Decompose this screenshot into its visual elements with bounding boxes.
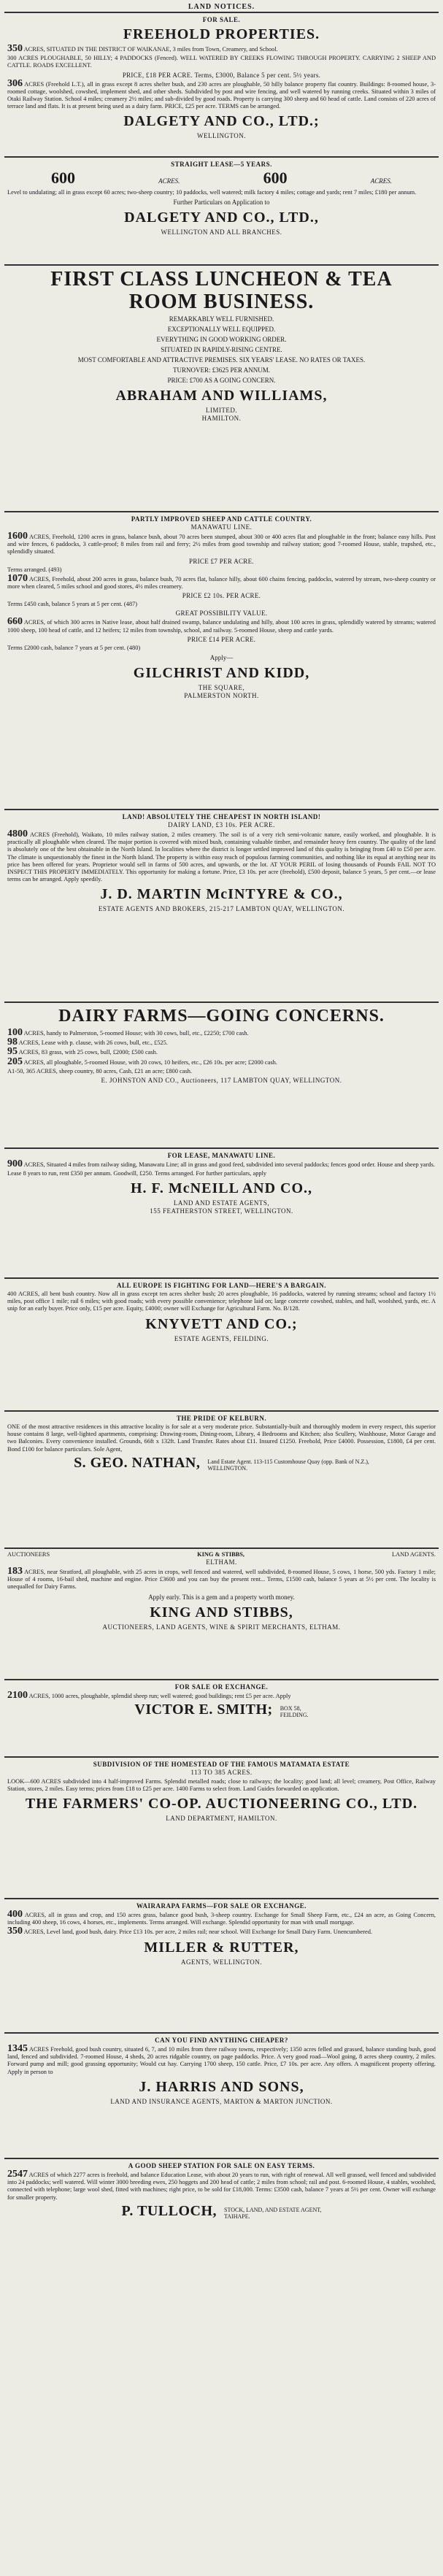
ad-paragraph: Further Particulars on Application to [173, 199, 270, 207]
ad-line: MOST COMFORTABLE AND ATTRACTIVE PREMISES. SIX YEARS' LEASE. NO RATES OR TAXES. [77, 356, 366, 364]
ad-paragraph: Level to undulating; all in grass except 60 acres; two-sheep country; 10 paddocks, well watered; milk factory 4 miles; cottage and yards; rent 7 miles; £180 per annum. [7, 189, 417, 196]
ad-paragraph: 100 ACRES, handy to Palmerston, 5-roomed House; with 30 cows, bull, etc., £2250; £700 cash. [7, 1027, 249, 1038]
ad-cheapest-land [4, 809, 439, 1001]
ad-paragraph: Lease 8 years to run, rent £350 per annum. Goodwill, £250. Terms arranged. For further particulars, apply [7, 1170, 267, 1177]
ad-caption: SUBDIVISION OF THE HOMESTEAD OF THE FAMOUS MATAMATA ESTATE [93, 1761, 350, 1768]
ad-caption: CAN YOU FIND ANYTHING CHEAPER? [155, 2037, 288, 2044]
ad-line: SITUATED IN RAPIDLY-RISING CENTRE. [161, 346, 282, 353]
agent-name: H. F. McNEILL AND CO., [130, 1180, 313, 1197]
ad-price: GREAT POSSIBILITY VALUE. [175, 610, 268, 618]
ad-caption: ALL EUROPE IS FIGHTING FOR LAND—HERE'S A BARGAIN. [116, 1282, 327, 1289]
ad-paragraph: 1345 ACRES Freehold, good bush country, situated 6, 7, and 10 miles from three railway towns, respectively; 1350 acres felled and grassed, balance standing bush, good land, fenced and subdivided. 7-roomed House, 4 sheds, 20 acres ridgable country, on page paddocks. Price. A very good road—Wool going, 8 acres sheep country, 2 miles. Forward pump and mill; good grassing opportunity; Would cut hay. Carrying 1700 sheep, 150 cattle. Price, £7 10s. per acre. Any offers. A magnificent property offering. Apply in person to [7, 2043, 436, 2075]
ad-paragraph: 98 ACRES, Lease with p. clause, with 26 cows, bull, etc., £525. [7, 1037, 168, 1048]
agent-name: KING AND STIBBS, [150, 1604, 293, 1620]
agent-sub: AUCTIONEERS, LAND AGENTS, WINE & SPIRIT MERCHANTS, ELTHAM. [102, 1623, 341, 1631]
ad-dairy-farms [4, 1001, 439, 1147]
ad-apply: Apply early. This is a gem and a property worth money. [148, 1593, 295, 1601]
ad-title: ROOM BUSINESS. [128, 291, 315, 313]
agent-aside: BOX 58, FEILDING. [280, 1705, 309, 1719]
ad-title: FIRST CLASS LUNCHEON & TEA [50, 268, 393, 291]
ad-caption: STRAIGHT LEASE—5 YEARS. [171, 161, 272, 168]
agent-sub: LAND AND INSURANCE AGENTS, MARTON & MARTON JUNCTION. [110, 2097, 333, 2105]
agent-name: MILLER & RUTTER, [144, 1939, 299, 1956]
ad-paragraph: 350 ACRES, SITUATED IN THE DISTRICT OF WAIKANAE, 3 miles from Town, Creamery, and School. [7, 43, 278, 54]
agent-name: ABRAHAM AND WILLIAMS, [115, 388, 328, 404]
agent-name: S. GEO. NATHAN, [74, 1454, 201, 1471]
ad-line: EVERYTHING IN GOOD WORKING ORDER. [156, 336, 287, 343]
agent-place: 155 FEATHERSTON STREET, WELLINGTON. [150, 1207, 293, 1215]
ad-caption: FOR SALE OR EXCHANGE. [174, 1683, 269, 1691]
ad-paragraph: 900 ACRES, Situated 4 miles from railway siding, Manawatu Line; all in grass and good feed, subdivided into several paddocks; fences good order. House and sheep yards. [7, 1158, 435, 1169]
ad-lease-manawatu [4, 1147, 439, 1277]
agent-place: WELLINGTON AND ALL BRANCHES. [161, 228, 282, 237]
ad-paragraph: LOOK—600 ACRES subdivided into 4 half-improved Farms. Splendid metalled roads; close to railways; the locality; good land; all level; creamery, Post Office, Railway Station, stores, 2 miles. Easy terms; prices from £18 to £25 per acre. 1400 Farms to select from. Land Guides forwarded on application. [7, 1778, 436, 1793]
agent-name: VICTOR E. SMITH; [134, 1702, 273, 1718]
agent-name: P. TULLOCH, [121, 2202, 217, 2219]
ad-paragraph: 2547 ACRES of which 2277 acres is freehold, and balance Education Lease, with about 20 years to run, with right of renewal. All well grassed, well fenced and subdivided into 24 paddocks; well watered. Will winter 3000 breeding ewes, 250 hoggets and 200 head of cattle; 2 miles from school; rail and post. 6-roomed House, 4 stables, woolshed, connected with telephone; large wool shed, fitted with machines; right price, to be sold for £18,000. Terms: £3500 cash, balance 7 years at 5½ per cent. Owner will exchange for smaller property. [7, 2169, 436, 2201]
agent-signature [7, 1455, 436, 1472]
acreage-right: 600 [263, 169, 288, 187]
agent-name: KNYVETT AND CO.; [145, 1315, 298, 1332]
agent-aside: Land Estate Agent. 113-115 Customhouse Quay (opp. Bank of N.Z.), WELLINGTON. [207, 1458, 369, 1472]
ad-paragraph: 205 ACRES, all ploughable, 5-roomed House, with 20 cows, 10 heifers, etc., £26 10s. per acre; £2000 cash. [7, 1056, 277, 1067]
ad-caption: FOR LEASE, MANAWATU LINE. [167, 1152, 276, 1159]
ad-paragraph: 183 ACRES, near Stratford, all ploughable, with 25 acres in crops, well fenced and watered, well subdivided, 8-roomed House, 5 cows, 1 horse, 500 yds. Factory 1 mile; House of 4 rooms, 16-bail shed, machine and engine. Price £3600 and you can buy the present rent... Terms, £1500 cash, balance 5 years at 5½ per cent. The locality is unequalled for Dairy Farms. [7, 1566, 436, 1591]
agent-sub: THE SQUARE, [198, 684, 245, 692]
ad-title: DAIRY FARMS—GOING CONCERNS. [58, 1007, 385, 1026]
ad-paragraph: 306 ACRES (Freehold L.T.), all in grass except 8 acres shelter bush, and 230 acres are ploughable, 50 hilly balance property flat country. Buildings: 8-roomed house, 3-roomed cottage, woolshed, cowshed, implement shed, and other sheds. Subdivided by post and wire fencing, and well watered by running creeks. Situated within 3 miles of Otaki Railway Station. School 4 miles; creamery 2½ miles; and sub-divided by good roads. Property is carrying 300 sheep and 60 head of cattle. Land consists of 220 acres of terrace land and flats. It is at present being used as a dairy farm. PRICE, £25 per acre. TERMS can be arranged. [7, 77, 436, 110]
agent-name: DALGETY AND CO., LTD.; [123, 113, 320, 130]
agent-name: GILCHRIST AND KIDD, [133, 665, 310, 682]
ad-paragraph: 400 ACRES, all in grass and crop, and 150 acres grass, balance good bush, 3-sheep country. Exchange for Small Sheep Farm, etc., £24 an acre, as Going Concern, including 400 sheep, 16 cows, 4 horses, etc., implements. Terms arranged. Will exchange. Splendid opportunity for man with small mortgage. [7, 1909, 436, 1926]
ad-terms: Terms arranged. (493) [7, 566, 62, 573]
ad-caption: WAIRARAPA FARMS—FOR SALE OR EXCHANGE. [136, 1902, 307, 1910]
agent-sub: LIMITED. [205, 407, 238, 414]
ad-price: PRICE £7 PER ACRE. [189, 557, 254, 565]
ad-caption: A GOOD SHEEP STATION FOR SALE ON EASY TERMS. [128, 2162, 315, 2169]
ad-sub: DAIRY LAND, £3 10s. PER ACRE. [168, 821, 275, 828]
ad-paragraph: 1070 ACRES, Freehold, about 200 acres in grass, balance bush, 70 acres flat, balance hilly, about 600 chains fencing, paddocks, watered by stream, two-sheep country or more when cleared, 5 miles school and good stores, 4½ miles creamery. [7, 572, 436, 591]
agent-place: PALMERSTON NORTH. [184, 692, 259, 700]
ad-sheep-station [4, 2158, 439, 2272]
ad-line: TURNOVER: £3625 PER ANNUM. [172, 366, 270, 374]
ad-terms: Terms £2000 cash, balance 7 years at 5 per cent. (480) [7, 644, 141, 651]
agent-name: DALGETY AND CO., LTD., [124, 209, 319, 226]
ad-straight-lease [4, 156, 439, 264]
agent-sub: ESTATE AGENTS AND BROKERS, 215-217 LAMBTON QUAY, WELLINGTON. [98, 905, 345, 913]
ad-matamata-estate [4, 1756, 439, 1898]
ad-paragraph: 2100 ACRES, 1000 acres, ploughable, splendid sheep run; well watered; good buildings; rent £5 per acre. Apply [7, 1690, 291, 1701]
ad-sub: 113 TO 385 ACRES. [190, 1769, 253, 1776]
land-notices-page [4, 0, 439, 2272]
ad-sale-or-exchange [4, 1679, 439, 1756]
ad-paragraph: ONE of the most attractive residences in this attractive locality is for sale at a very moderate price. Substantially-built and thoroughly modern in every respect, this superior house contains 8 large, well-lighted apartments, comprising: Drawing-room, Dining-room, Library, 4 Bedrooms and Kitchen; also Scullery, Washhouse, Motor Garage and two Balconies. Every convenience installed. Grounds, 66ft x 132ft. Land Transfer. Rates about £11. Insured £1250. Freehold, Price £4000. Possession, £1800, £4 per cent. Bond £100 for balance particulars. Sole Agent, [7, 1423, 436, 1453]
agent-sub: AGENTS, WELLINGTON. [181, 1958, 262, 1966]
ad-paragraph: A1-50, 365 ACRES, sheep country, 80 acres, Cash, £21 an acre; £800 cash. [7, 1067, 192, 1074]
acreage-left: 600 [51, 169, 75, 187]
agent-signature [7, 2203, 436, 2220]
acreage-row: 600 ACRES. 600 ACRES. [51, 169, 392, 187]
ad-paragraph: 1600 ACRES, Freehold, 1200 acres in grass, balance bush, about 70 acres been stumped, about 300 or 400 acres flat and ploughable in the front; balance easy hills. Post and wire fences, 6 paddocks, 3 cattle-proof; 8 miles from rail and ferry; 2½ miles from good township and railway station; good 7-roomed House, stable, trapshed, etc., splendidly situated. [7, 531, 436, 555]
ad-terms: Terms £450 cash, balance 5 years at 5 per cent. (487) [7, 601, 138, 608]
ad-caption: LAND! ABSOLUTELY THE CHEAPEST IN NORTH ISLAND! [122, 813, 321, 820]
ad-caption: THE PRIDE OF KELBURN. [176, 1415, 267, 1422]
ad-freehold-properties [4, 12, 439, 156]
ad-head-row: AUCTIONEERS KING & STIBBS, LAND AGENTS. [7, 1551, 436, 1558]
agent-aside: STOCK, LAND, AND ESTATE AGENT, TAIHAPE. [224, 2206, 322, 2220]
ad-line: REMARKABLY WELL FURNISHED. [169, 315, 274, 323]
ad-wairarapa-farms [4, 1898, 439, 2032]
agent-place: HAMILTON. [201, 415, 242, 422]
ad-head-place: ELTHAM. [206, 1558, 237, 1566]
agent-signature [7, 1702, 436, 1718]
ad-pride-of-kelburn [4, 1410, 439, 1547]
agent-name: J. HARRIS AND SONS, [139, 2078, 304, 2095]
section-header: LAND NOTICES. [188, 3, 255, 11]
ad-price: PRICE £2 10s. PER ACRE. [182, 592, 261, 600]
ad-paragraph: 300 ACRES PLOUGHABLE, 50 HILLY; 4 PADDOCKS (Fenced). WELL WATERED BY CREEKS FLOWING THROUGH PROPERTY. CARRYING 2 SHEEP AND CATTLE. ROADS EXCELLENT. [7, 55, 436, 69]
ad-apply: Apply— [209, 654, 234, 662]
ad-anything-cheaper [4, 2032, 439, 2158]
ad-paragraph: 95 ACRES, 83 grass, with 25 cows, bull, £2000; £500 cash. [7, 1046, 158, 1058]
ad-sub: MANAWATU LINE. [190, 523, 253, 531]
agent-sub: LAND AND ESTATE AGENTS, [173, 1199, 270, 1207]
agent-name: J. D. MARTIN McINTYRE & CO., [100, 886, 343, 903]
ad-europe-bargain [4, 1277, 439, 1410]
agent-line: E. JOHNSTON AND CO., Auctioneers, 117 LAMBTON QUAY, WELLINGTON. [101, 1077, 342, 1085]
ad-paragraph: 400 ACRES, all bent bush country. Now all in grass except ten acres shelter bush; 20 acres ploughable, 16 paddocks, watered by running streams; school and factory 1½ miles, post office 1 mile; rail 6 miles; with good roads; with every possible convenience; telephone laid on; large concrete cowshed, stables, and hall, woolshed, yards, etc. A snip for an early buyer. Price only, £15 per acre. Equity, £4000; owner will Exchange for Agricultural Farm. No. B/128. [7, 1291, 436, 1312]
agent-sub: LAND DEPARTMENT, HAMILTON. [166, 1815, 277, 1823]
agent-name: THE FARMERS' CO-OP. AUCTIONEERING CO., LTD. [25, 1796, 418, 1812]
ad-king-stibbs [4, 1547, 439, 1679]
ad-luncheon-business [4, 264, 439, 511]
ad-sheep-cattle-country [4, 511, 439, 809]
ad-caption: PARTLY IMPROVED SHEEP AND CATTLE COUNTRY. [131, 515, 312, 523]
ad-paragraph: 350 ACRES, Level land, good bush, dairy. Price £13 10s. per acre, 2 miles rail; near school. Will Exchange for Small Dairy Farm. Unencumbered. [7, 1926, 373, 1937]
ad-paragraph: 660 ACRES, of which 300 acres in Native lease, about half drained swamp, balance undulating and hilly, about 100 acres in grass, splendidly watered by streams; watered 1000 sheep, 100 head of cattle, and 12 heifers; 12 miles from township, school, and railway. 5-roomed House, sheep and cattle yards. [7, 616, 436, 634]
agent-place: WELLINGTON. [196, 132, 247, 140]
ad-line: EXCEPTIONALLY WELL EQUIPPED. [167, 326, 276, 333]
ad-line: PRICE: £700 AS A GOING CONCERN. [167, 377, 276, 384]
ad-price: PRICE £14 PER ACRE. [187, 635, 256, 643]
ad-title: FREEHOLD PROPERTIES. [123, 26, 320, 42]
ad-paragraph: 4800 ACRES (Freehold), Waikato, 10 miles railway station, 2 miles creamery. The soil is of a very rich semi-volcanic nature, easily worked, and ploughable. It is practically all ploughable when cleared. The major portion is covered with mixed bush, containing valuable timber, and remainder heavy fern country. The quality of the land is absolutely one of the best obtainable in the North Island. In localities where the district is longer settled improved land of this quality is bringing from £40 to £50 per acre. The climate is unquestionably the finest in the North Island. The property is within easy reach of populous farming communities, and nothing like its equal at anything near its price has been offered for years. Proprietor would sell in farms of 500 acres, and upwards, or the lot. AT YOUR PERIL of losing thousands of Pounds FAIL NOT TO INSPECT THIS PROPERTY IMMEDIATELY. This opportunity for making a fortune. Price, £3 10s. per acre (freehold), £500 deposit, balance 5 years, 5 per cent.—or lease terms can be arranged. Apply speedily. [7, 828, 436, 883]
ad-caption: FOR SALE. [202, 16, 241, 23]
ad-price: PRICE, £18 PER ACRE. Terms, £3000, Balance 5 per cent. 5½ years. [122, 71, 321, 79]
agent-sub: ESTATE AGENTS, FEILDING. [174, 1334, 269, 1342]
